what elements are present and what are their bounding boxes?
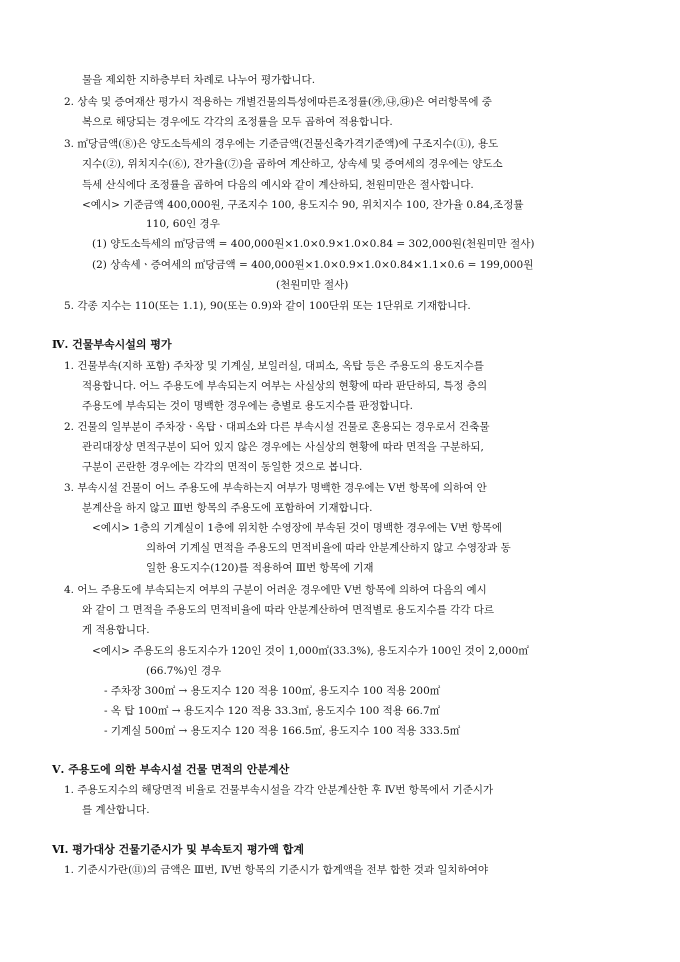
example-calc-2: (2) 상속세ㆍ증여세의 ㎡당금액 = 400,000원×1.0×0.9×1.0×0.84×1.1×0.6 = 199,000원	[92, 259, 534, 271]
list-item-3: 3. 부속시설 건물이 어느 주용도에 부속하는지 여부가 명백한 경우에는 Ⅴ번 항목에 의하여 안	[64, 482, 487, 494]
text-line: 물을 제외한 지하층부터 차례로 나누어 평가합니다.	[82, 74, 316, 86]
text-line: 지수(②), 위치지수(⑥), 잔가율(⑦)을 곱하여 계산하고, 상속세 및 증여세의 경우에는 양도소	[82, 158, 503, 170]
list-item-1: 1. 주용도지수의 해당면적 비율로 건물부속시설을 각각 안분계산한 후 Ⅳ번 항목에서 기준시가	[64, 784, 494, 796]
text-line: 의하여 기계실 면적을 주용도의 면적비율에 따라 안분계산하지 않고 수영장과 동	[146, 542, 511, 554]
list-item-4: 4. 어느 주용도에 부속되는지 여부의 구분이 어려운 경우에만 Ⅴ번 항목에 의하여 다음의 예시	[64, 584, 487, 596]
text-line: 구분이 곤란한 경우에는 각각의 면적이 동일한 것으로 봅니다.	[82, 461, 363, 473]
example-calc-1: (1) 양도소득세의 ㎡당금액 = 400,000원×1.0×0.9×1.0×0.84 = 302,000원(천원미만 절사)	[92, 238, 535, 250]
text-line: 관리대장상 면적구분이 되어 있지 않은 경우에는 사실상의 현황에 따라 면적을 구분하되,	[82, 441, 484, 453]
text-line: 복으로 해당되는 경우에도 각각의 조정률을 모두 곱하여 적용합니다.	[82, 116, 393, 128]
text-line: 게 적용합니다.	[82, 624, 150, 636]
text-line: 110, 60인 경우	[146, 218, 220, 230]
text-line: 분계산을 하지 않고 Ⅲ번 항목의 주용도에 포함하여 기재합니다.	[82, 502, 373, 514]
text-line: (66.7%)인 경우	[146, 665, 222, 677]
text-line: 적용합니다. 어느 주용도에 부속되는지 여부는 사실상의 현황에 따라 판단하되, 특정 층의	[82, 380, 488, 392]
example-line: <예시> 주용도의 용도지수가 120인 것이 1,000㎡(33.3%), 용도지수가 100인 것이 2,000㎡	[92, 645, 529, 657]
text-line: 주용도에 부속되는 것이 명백한 경우에는 층별로 용도지수를 판정합니다.	[82, 400, 413, 412]
example-line: <예시> 기준금액 400,000원, 구조지수 100, 용도지수 90, 위치지수 100, 잔가율 0.84,조정률	[82, 199, 524, 211]
example-bullet: - 옥 탑 100㎡ → 용도지수 120 적용 33.3㎡, 용도지수 100 적용 66.7㎡	[104, 705, 441, 717]
example-line: <예시> 1층의 기계실이 1층에 위치한 수영장에 부속된 것이 명백한 경우에는 Ⅴ번 항목에	[92, 522, 502, 534]
text-line: 득세 산식에다 조정률을 곱하여 다음의 예시와 같이 계산하되, 천원미만은 절사합니다.	[82, 179, 474, 191]
list-item-2: 2. 상속 및 증여재산 평가시 적용하는 개별건물의특성에따른조정률(㉮,㉯,㉰)은 여러항목에 중	[64, 96, 492, 108]
section-heading-iv: Ⅳ. 건물부속시설의 평가	[52, 338, 172, 351]
text-line: 와 같이 그 면적을 주용도의 면적비율에 따라 안분계산하여 면적별로 용도지수를 각각 다르	[82, 604, 495, 616]
list-item-5: 5. 각종 지수는 110(또는 1.1), 90(또는 0.9)와 같이 100단위 또는 1단위로 기재합니다.	[64, 300, 471, 312]
list-item-1: 1. 건물부속(지하 포함) 주차장 및 기계실, 보일러실, 대피소, 옥탑 등은 주용도의 용도지수를	[64, 360, 484, 372]
text-line: (천원미만 절사)	[276, 279, 349, 291]
list-item-1: 1. 기준시가란(⑪)의 금액은 Ⅲ번, Ⅳ번 항목의 기준시가 합계액을 전부 합한 것과 일치하여야	[64, 864, 489, 876]
example-bullet: - 기계실 500㎡ → 용도지수 120 적용 166.5㎡, 용도지수 100 적용 333.5㎡	[104, 725, 461, 737]
example-bullet: - 주차장 300㎡ → 용도지수 120 적용 100㎡, 용도지수 100 적용 200㎡	[104, 685, 441, 697]
list-item-2: 2. 건물의 일부분이 주차장ㆍ옥탑ㆍ대피소와 다른 부속시설 건물로 혼용되는 경우로서 건축물	[64, 421, 490, 433]
list-item-3: 3. ㎡당금액(⑧)은 양도소득세의 경우에는 기준금액(건물신축가격기준액)에 구조지수(①), 용도	[64, 138, 499, 150]
text-line: 를 계산합니다.	[82, 804, 150, 816]
section-heading-v: Ⅴ. 주용도에 의한 부속시설 건물 면적의 안분계산	[52, 763, 290, 776]
text-line: 일한 용도지수(120)를 적용하여 Ⅲ번 항목에 기재	[146, 562, 374, 574]
section-heading-vi: Ⅵ. 평가대상 건물기준시가 및 부속토지 평가액 합계	[52, 843, 304, 856]
